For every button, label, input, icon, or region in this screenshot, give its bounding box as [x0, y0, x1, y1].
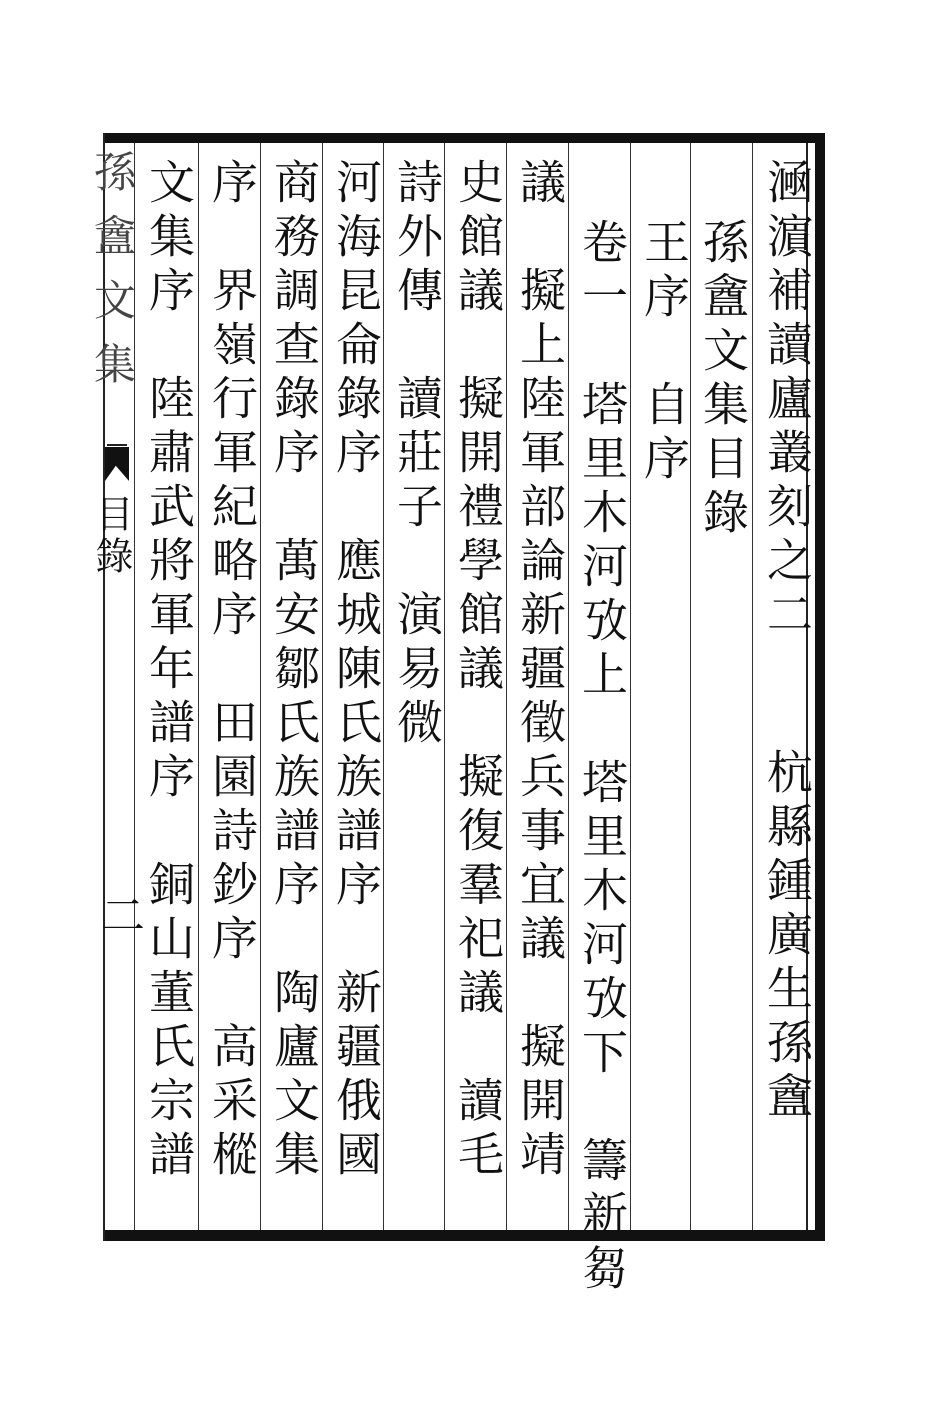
banxin-page-number: 二	[93, 892, 144, 950]
banxin-book-title: 孫盦文集	[88, 150, 137, 406]
fishtail-mark	[105, 447, 129, 481]
author-column: 杭縣鍾廣生孫盦	[760, 748, 814, 1126]
toc-line: 文集序 陸肅武將軍年譜序 銅山董氏宗譜	[142, 158, 196, 1184]
toc-line: 商務調查錄序 萬安鄒氏族譜序 陶廬文集	[267, 158, 321, 1184]
toc-line: 議 擬上陸軍部論新疆徵兵事宜議 擬開靖	[513, 158, 567, 1184]
frame-bottom-border	[103, 1230, 825, 1241]
frame-top-border	[103, 133, 825, 143]
toc-line: 序 界嶺行軍紀略序 田園詩鈔序 高采樅	[205, 158, 259, 1184]
series-title-column: 㴠濵補讀廬叢刻之二	[760, 158, 814, 644]
toc-line: 詩外傳 讀莊子 演易微	[390, 158, 444, 752]
toc-heading: 孫盦文集目錄	[696, 218, 750, 542]
toc-line: 卷一 塔里木河攷上 塔里木河攷下 籌新芻	[575, 218, 629, 1298]
banxin-section-label: 目錄	[89, 494, 133, 578]
toc-line: 王序 自序	[637, 218, 691, 488]
toc-line: 史館議 擬開禮學館議 擬復羣祀議 讀毛	[451, 158, 505, 1184]
banxin-rule	[107, 444, 127, 446]
toc-line: 河海昆侖錄序 應城陳氏族譜序 新疆俄國	[329, 158, 383, 1184]
